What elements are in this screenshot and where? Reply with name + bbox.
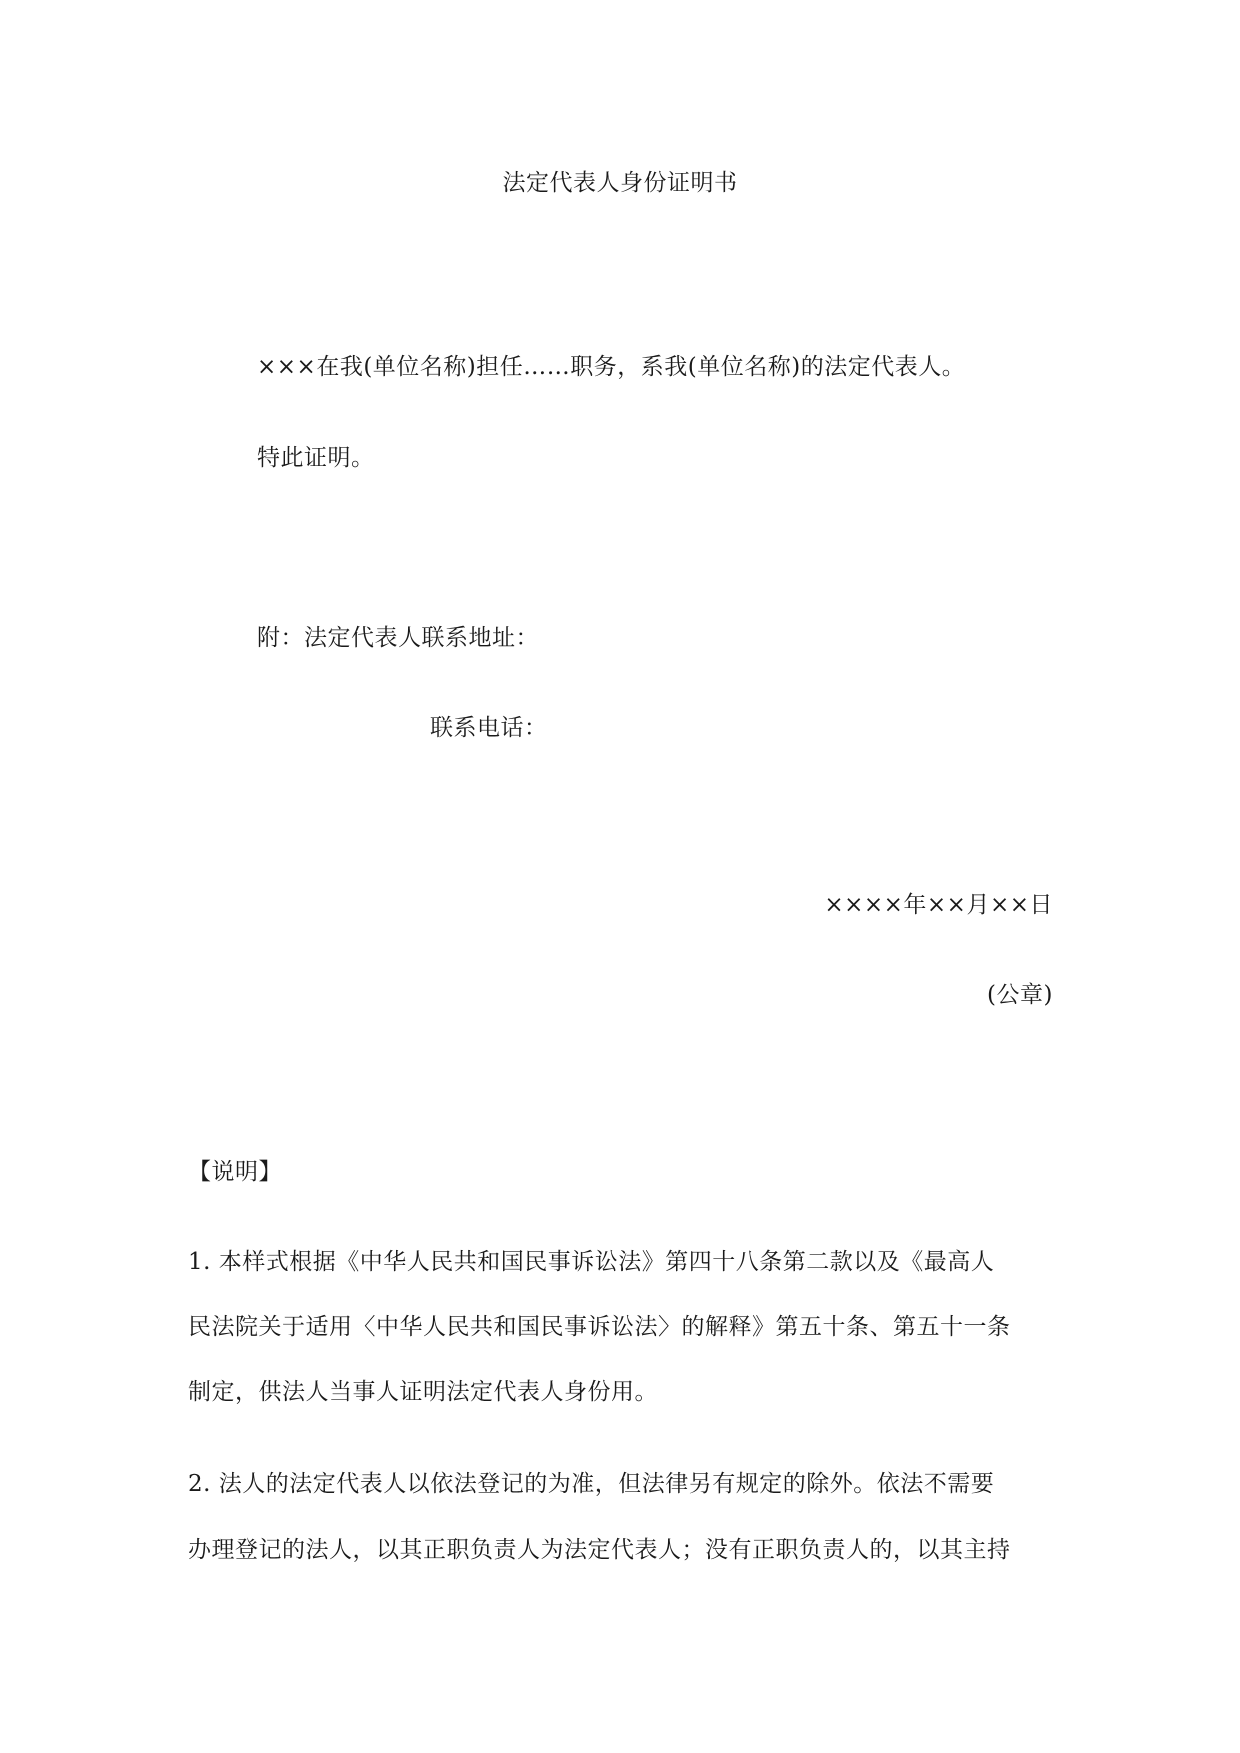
attachment-address-label: 附：法定代表人联系地址： xyxy=(257,625,539,651)
attachment-phone-label: 联系电话： xyxy=(430,715,548,741)
closing-phrase: 特此证明。 xyxy=(257,445,375,471)
note-line: 制定，供法人当事人证明法定代表人身份用。 xyxy=(188,1379,658,1405)
issue-date: ××××年××月××日 xyxy=(824,892,1053,918)
official-seal-placeholder: (公章) xyxy=(987,982,1053,1008)
note-line: 办理登记的法人，以其正职负责人为法定代表人；没有正职负责人的，以其主持 xyxy=(188,1537,1011,1563)
note-line: 2. 法人的法定代表人以依法登记的为准，但法律另有规定的除外。依法不需要 xyxy=(188,1471,995,1497)
note-line: 民法院关于适用〈中华人民共和国民事诉讼法〉的解释》第五十条、第五十一条 xyxy=(188,1314,1011,1340)
certification-statement: ×××在我(单位名称)担任……职务，系我(单位名称)的法定代表人。 xyxy=(257,354,966,380)
document-title: 法定代表人身份证明书 xyxy=(502,170,738,196)
note-line: 1. 本样式根据《中华人民共和国民事诉讼法》第四十八条第二款以及《最高人 xyxy=(188,1249,995,1275)
notes-heading: 【说明】 xyxy=(188,1159,282,1185)
